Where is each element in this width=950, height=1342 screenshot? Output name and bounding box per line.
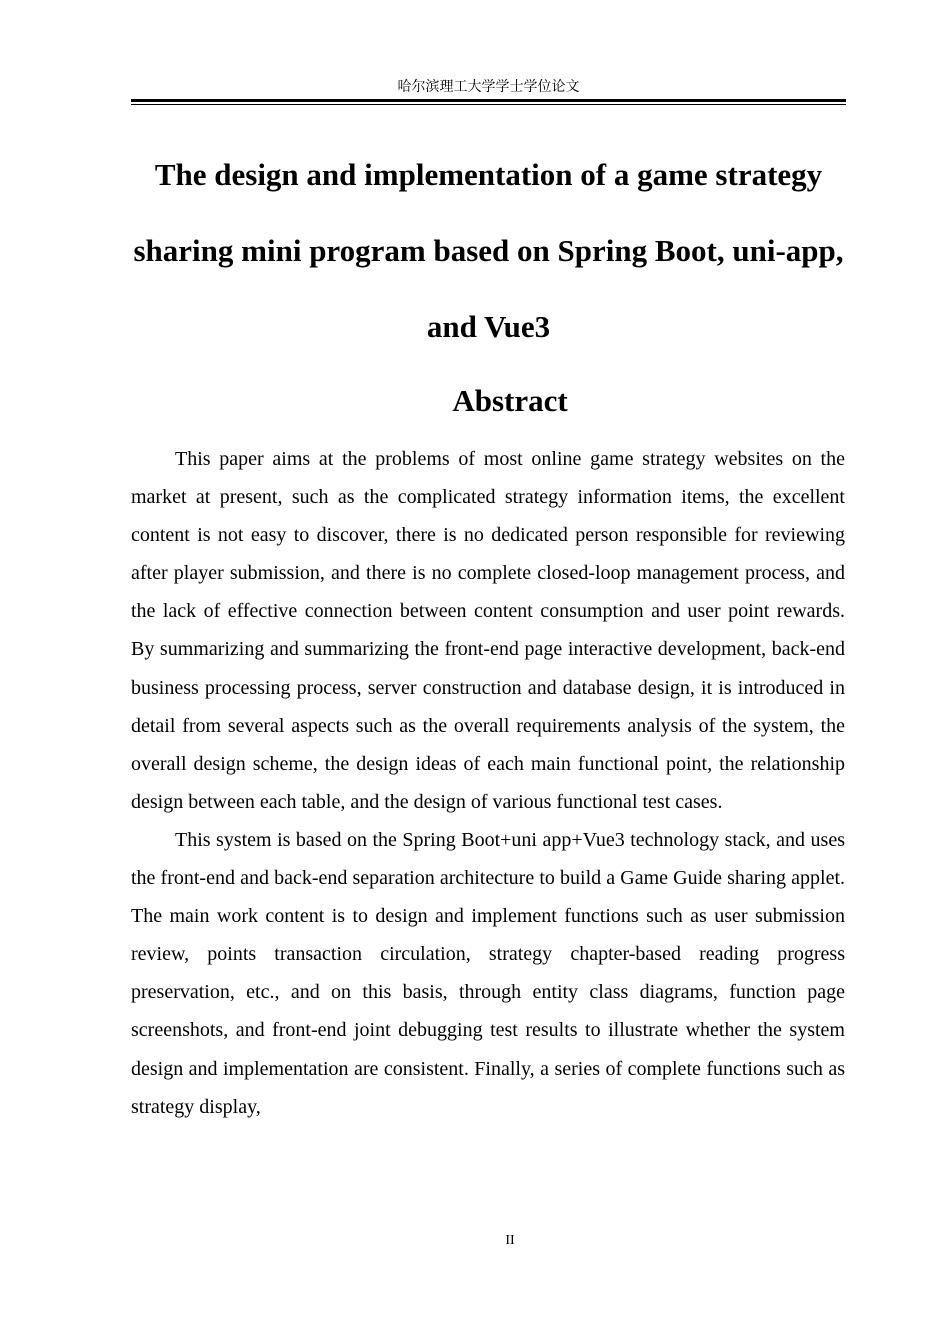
abstract-paragraph-2: This system is based on the Spring Boot+uni app+Vue3 technology stack, and uses the front-end and back-end separation architecture to build a Game Guide sharing applet. The main work content is to design and implement functions such as user submission review, points transaction circulation, strategy chapter-based reading progress preservation, etc., and on this basis, through entity class diagrams, function page screenshots, and front-end joint debugging test results to illustrate whether the system design and implementation are consistent. Finally, a series of complete functions such as strategy display,	[131, 828, 845, 1118]
abstract-heading: Abstract	[452, 383, 568, 418]
abstract-paragraph-1: This paper aims at the problems of most online game strategy websites on the market at present, such as the complicated strategy information items, the excellent content is not easy to discover, there is no dedicated person responsible for reviewing after player submission, and there is no complete closed-loop management process, and the lack of effective connection between content consumption and user point rewards. By summarizing and summarizing the front-end page interactive development, back-end business processing process, server construction and database design, it is introduced in detail from several aspects such as the overall requirements analysis of the system, the overall design scheme, the design ideas of each main functional point, the relationship design between each table, and the design of various functional test cases.	[131, 448, 845, 813]
running-header: 哈尔滨理工大学学士学位论文	[397, 79, 580, 95]
header-rule-thick	[131, 99, 846, 102]
header-rule-thin	[131, 104, 846, 105]
abstract-body	[131, 440, 845, 1126]
page-number: II	[505, 1233, 515, 1248]
paper-title: The design and implementation of a game strategy sharing mini program based on Spring Boot, uni-app, and Vue3	[133, 157, 844, 344]
